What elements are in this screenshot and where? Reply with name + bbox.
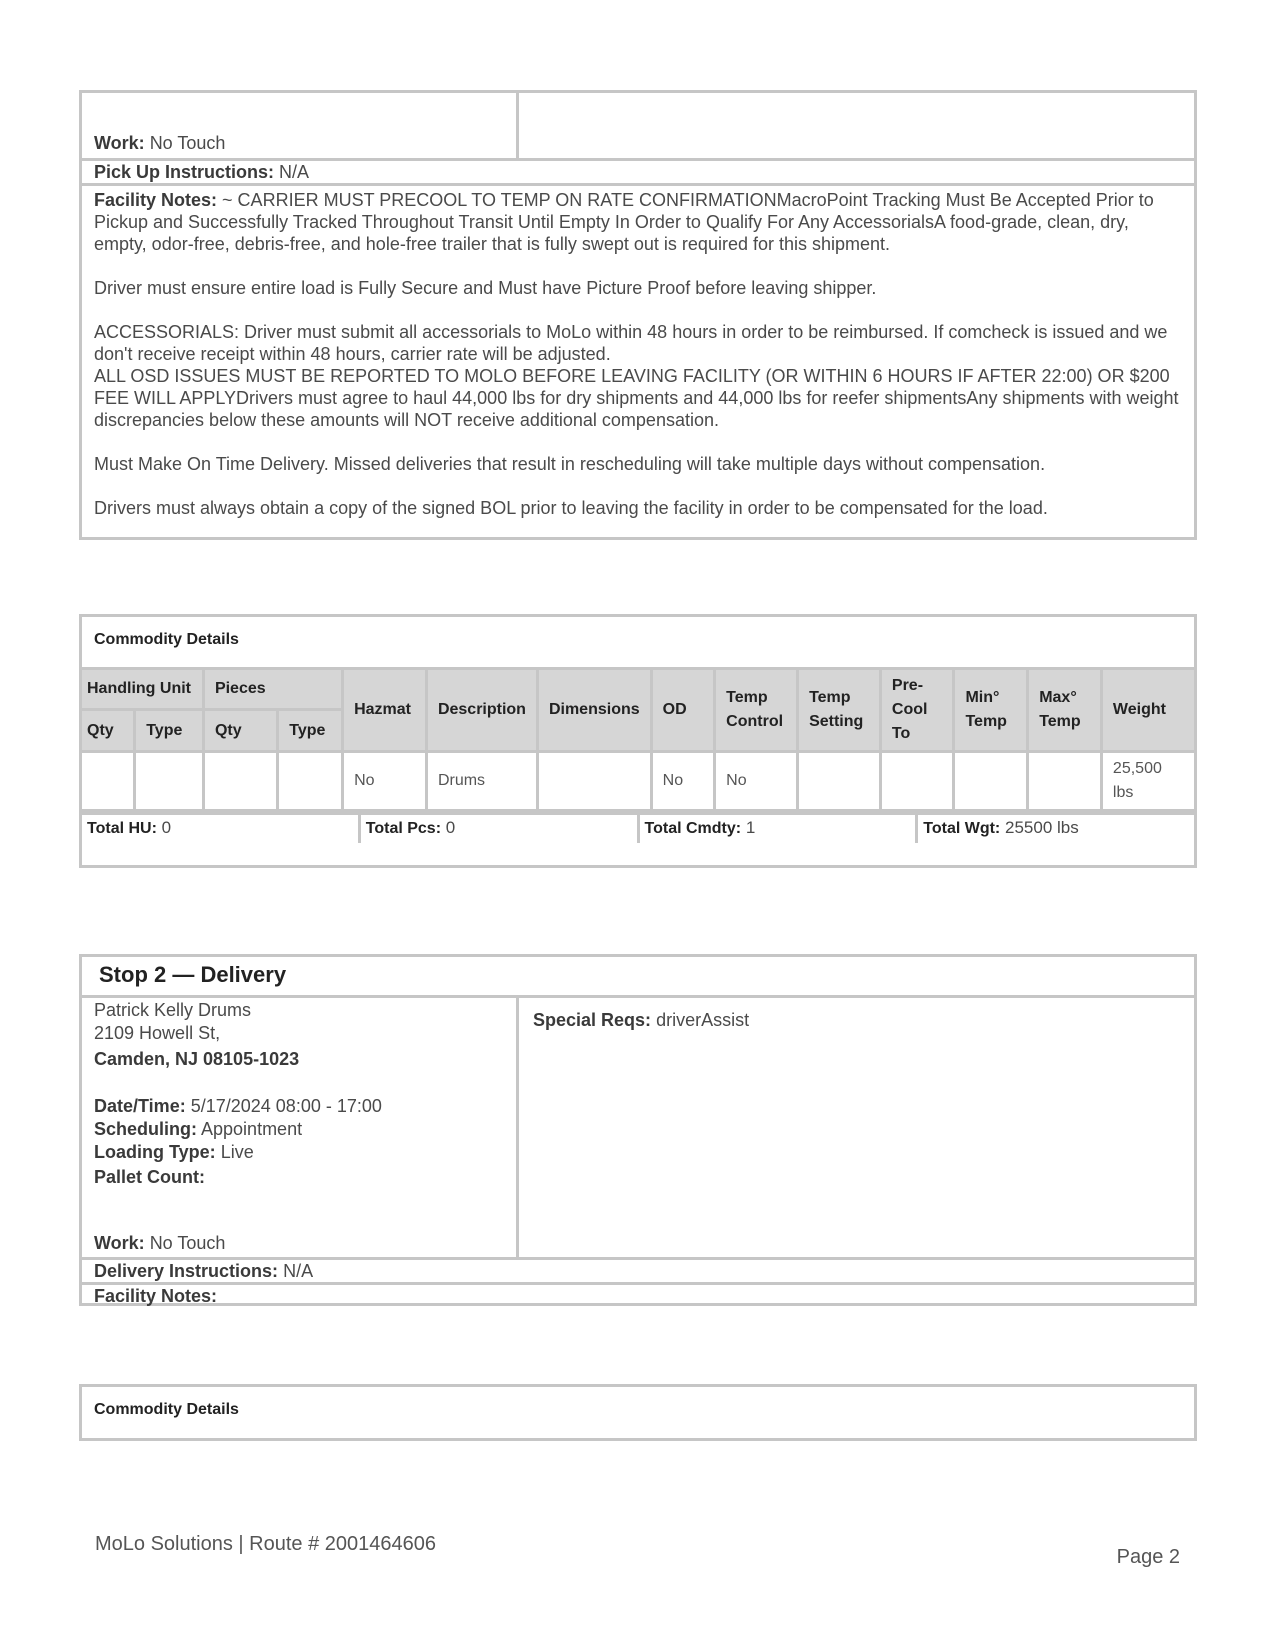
cell-temp-setting bbox=[798, 752, 881, 811]
datetime-value: 5/17/2024 08:00 - 17:00 bbox=[190, 1096, 382, 1116]
pickup-instructions bbox=[82, 158, 1194, 183]
header-min-temp: Min° Temp bbox=[954, 670, 1028, 752]
delivery-instructions-label: Delivery Instructions: bbox=[94, 1261, 279, 1281]
facility-notes-para-1 bbox=[94, 189, 1182, 255]
facility-notes bbox=[82, 183, 1194, 522]
table-row bbox=[82, 752, 1194, 811]
header-handling-unit: Handling Unit bbox=[82, 670, 203, 710]
special-reqs-value: driverAssist bbox=[656, 1010, 750, 1030]
stop2-work bbox=[94, 1232, 225, 1255]
cell-description: Drums bbox=[426, 752, 537, 811]
commodity-details-title: Commodity Details bbox=[82, 617, 1194, 670]
total-wgt bbox=[918, 815, 1194, 843]
consignee-city-state-zip: Camden, NJ 08105-1023 bbox=[94, 1049, 300, 1069]
cell-min-temp bbox=[954, 752, 1028, 811]
header-hu-type: Type bbox=[135, 710, 204, 752]
work-value: No Touch bbox=[149, 1233, 226, 1253]
stop2-facility-notes bbox=[82, 1282, 1194, 1307]
delivery-instructions-value: N/A bbox=[283, 1261, 314, 1281]
footer-route: MoLo Solutions | Route # 2001464606 bbox=[95, 1533, 437, 1555]
totals-row bbox=[82, 812, 1194, 843]
header-temp-control: Temp Control bbox=[715, 670, 798, 752]
work-value: No Touch bbox=[149, 133, 226, 153]
scheduling-value: Appointment bbox=[201, 1119, 303, 1139]
cell-od: No bbox=[651, 752, 715, 811]
facility-notes-osd: ALL OSD ISSUES MUST BE REPORTED TO MOLO BEFORE LEAVING FACILITY (OR WITHIN 6 HOURS IF AFTER 22:00) OR $200 FEE WILL APPLYDrivers must agree to haul 44,000 lbs for dry shipments and 44,000 lbs for reefer shipmentsAny shipments with weight discrepancies below these amounts will NOT receive additional compensation. bbox=[94, 366, 1179, 430]
total-cmdty bbox=[640, 815, 919, 843]
header-od: OD bbox=[651, 670, 715, 752]
stop2-datetime bbox=[94, 1095, 504, 1118]
commodity-details-title: Commodity Details bbox=[94, 1401, 239, 1418]
footer-page-number: Page 2 bbox=[1116, 1546, 1180, 1568]
cell-pre-cool-to bbox=[880, 752, 954, 811]
header-pcs-qty: Qty bbox=[203, 710, 277, 752]
cell-hazmat: No bbox=[343, 752, 427, 811]
cell-dimensions bbox=[537, 752, 651, 811]
header-weight: Weight bbox=[1101, 670, 1194, 752]
commodity-details-section bbox=[79, 614, 1197, 868]
pickup-value: N/A bbox=[279, 162, 310, 182]
total-wgt-value: 25500 lbs bbox=[1005, 818, 1079, 837]
facility-notes-first: ~ CARRIER MUST PRECOOL TO TEMP ON RATE CONFIRMATIONMacroPoint Tracking Must Be Accepted Prior to Pickup and Successfully Tracked Throughout Transit Until Empty In Order to Qualify For Any AccessorialsA food-grade, clean, dry, empty, odor-free, debris-free, and hole-free trailer that is fully swept out is required for this shipment. bbox=[94, 190, 1154, 254]
total-hu-value: 0 bbox=[161, 818, 172, 837]
stop1-left-cell bbox=[82, 93, 519, 158]
facility-notes-label: Facility Notes: bbox=[94, 190, 218, 210]
facility-notes-ontime: Must Make On Time Delivery. Missed deliveries that result in rescheduling will take multiple days without compensation. bbox=[94, 454, 1046, 474]
header-hu-qty: Qty bbox=[82, 710, 135, 752]
datetime-label: Date/Time: bbox=[94, 1096, 186, 1116]
header-temp-setting: Temp Setting bbox=[798, 670, 881, 752]
special-reqs-label: Special Reqs: bbox=[533, 1010, 652, 1030]
stop2-scheduling bbox=[94, 1118, 504, 1141]
total-hu bbox=[82, 815, 361, 843]
total-cmdty-value: 1 bbox=[745, 818, 756, 837]
facility-notes-bol: Drivers must always obtain a copy of the signed BOL prior to leaving the facility in order to be compensated for the load. bbox=[94, 498, 1048, 518]
cell-pcs-qty bbox=[203, 752, 277, 811]
table-header-row bbox=[82, 670, 1194, 710]
total-pcs-value: 0 bbox=[445, 818, 456, 837]
total-pcs-label: Total Pcs: bbox=[365, 820, 442, 837]
stop2-loading-type bbox=[94, 1141, 504, 1164]
header-pcs-type: Type bbox=[278, 710, 343, 752]
stop2-section bbox=[79, 954, 1197, 1306]
stop2-right-cell bbox=[519, 998, 1194, 1257]
header-dimensions: Dimensions bbox=[537, 670, 651, 752]
header-pre-cool-to: Pre-Cool To bbox=[880, 670, 954, 752]
work-label: Work: bbox=[94, 1233, 145, 1253]
total-cmdty-label: Total Cmdty: bbox=[644, 820, 742, 837]
cell-max-temp bbox=[1028, 752, 1102, 811]
scheduling-label: Scheduling: bbox=[94, 1119, 197, 1139]
total-pcs bbox=[361, 815, 640, 843]
consignee-address: 2109 Howell St, bbox=[94, 1023, 221, 1043]
header-hazmat: Hazmat bbox=[343, 670, 427, 752]
consignee-name: Patrick Kelly Drums bbox=[94, 1000, 252, 1020]
facility-notes-accessorials: ACCESSORIALS: Driver must submit all accessorials to MoLo within 48 hours in order to be reimbursed. If comcheck is issued and we don't receive receipt within 48 hours, carrier rate will be adjusted. bbox=[94, 322, 1168, 364]
work-label: Work: bbox=[94, 133, 145, 153]
stop2-heading: Stop 2 — Delivery bbox=[82, 957, 1194, 998]
commodity-table bbox=[82, 670, 1194, 812]
stop1-top-row bbox=[82, 93, 1194, 158]
stop2-left-cell bbox=[82, 998, 519, 1257]
stop1-work bbox=[94, 133, 225, 154]
header-description: Description bbox=[426, 670, 537, 752]
loading-type-value: Live bbox=[220, 1142, 254, 1162]
total-wgt-label: Total Wgt: bbox=[923, 820, 1001, 837]
pickup-label: Pick Up Instructions: bbox=[94, 162, 275, 182]
cell-hu-qty bbox=[82, 752, 135, 811]
header-pieces: Pieces bbox=[203, 670, 342, 710]
header-max-temp: Max° Temp bbox=[1028, 670, 1102, 752]
cell-hu-type bbox=[135, 752, 204, 811]
pallet-count-label: Pallet Count: bbox=[94, 1167, 205, 1187]
commodity-details-section-2 bbox=[79, 1384, 1197, 1441]
cell-pcs-type bbox=[278, 752, 343, 811]
cell-weight: 25,500 lbs bbox=[1101, 752, 1194, 811]
facility-notes-secure: Driver must ensure entire load is Fully Secure and Must have Picture Proof before leaving shipper. bbox=[94, 278, 877, 298]
stop1-section bbox=[79, 90, 1197, 540]
cell-temp-control: No bbox=[715, 752, 798, 811]
stop2-pallet-count bbox=[94, 1166, 504, 1189]
delivery-instructions bbox=[82, 1257, 1194, 1282]
stop2-body bbox=[82, 998, 1194, 1257]
facility-notes-label: Facility Notes: bbox=[94, 1286, 218, 1306]
total-hu-label: Total HU: bbox=[87, 820, 157, 837]
loading-type-label: Loading Type: bbox=[94, 1142, 216, 1162]
